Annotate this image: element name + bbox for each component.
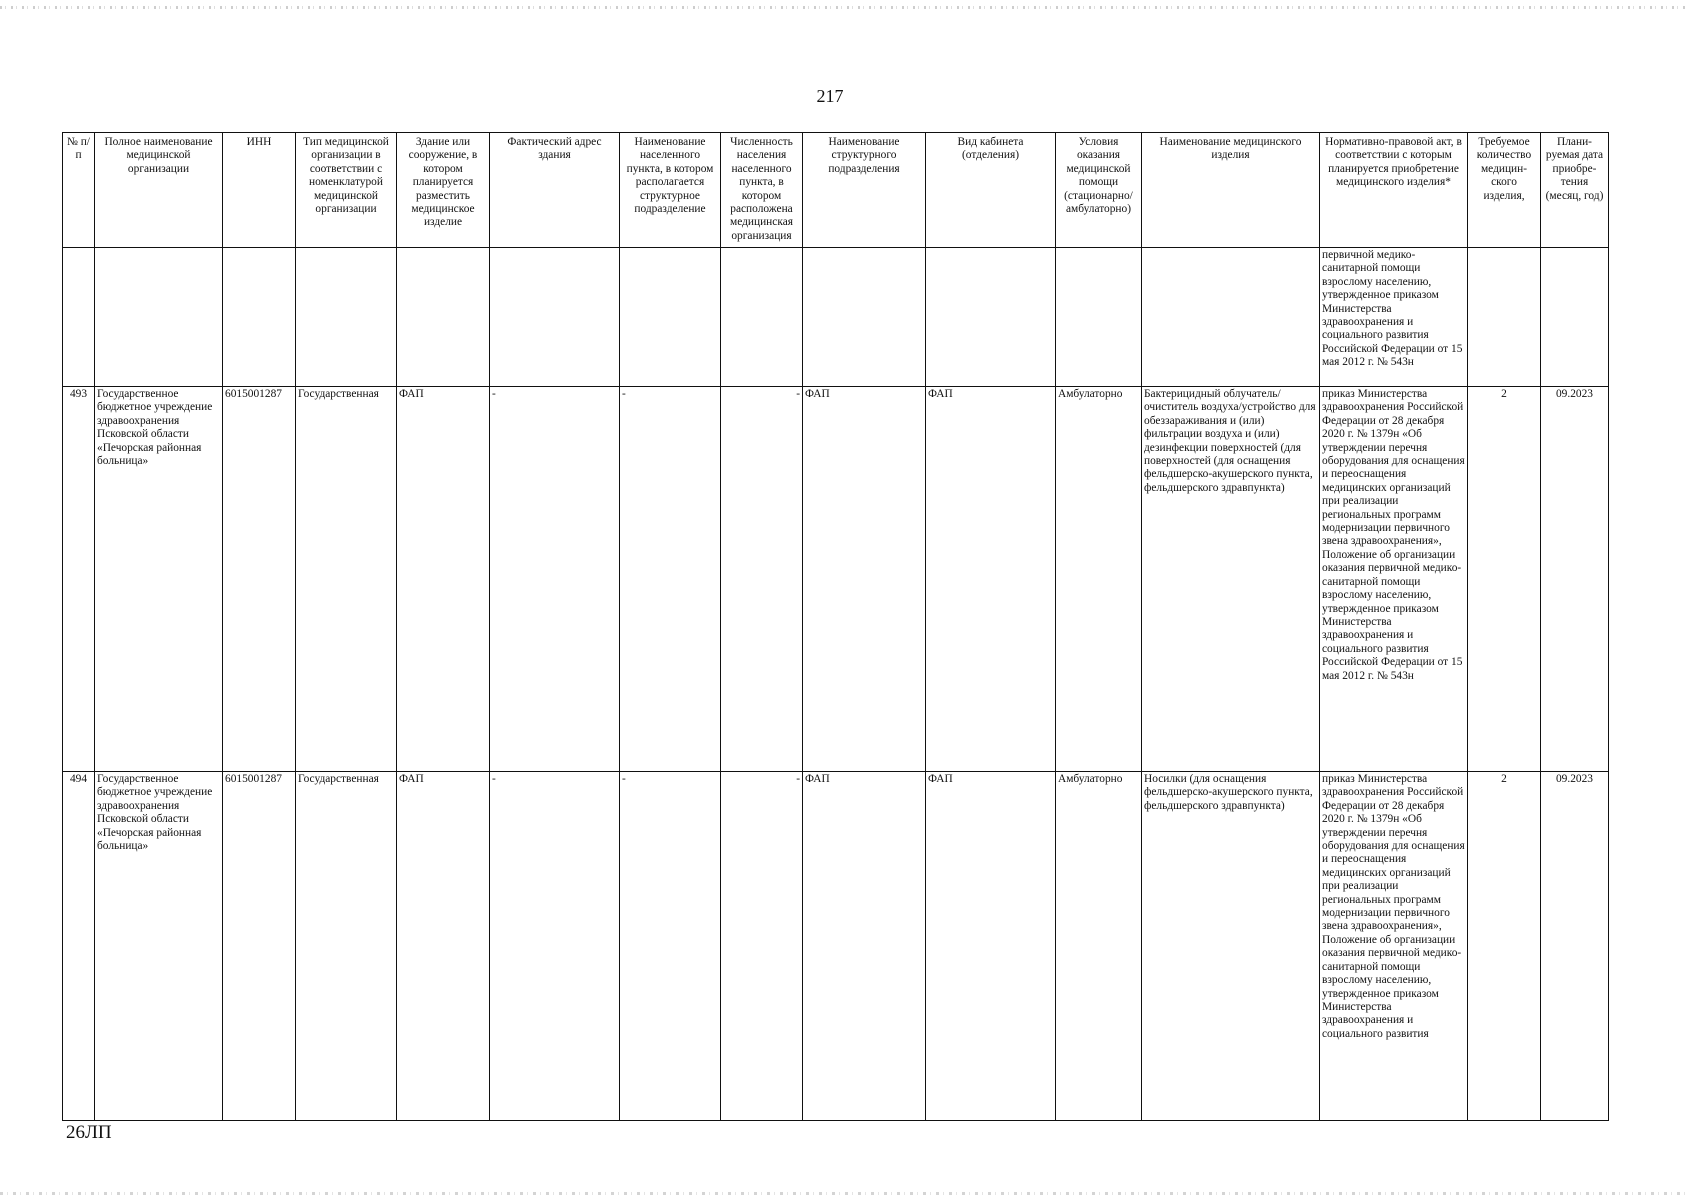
row-settlement: - [620, 387, 721, 772]
header-type: Тип медицинской организации в соответствии с номенклатурой медицинской организации [296, 133, 397, 248]
row-type: Государственная [296, 772, 397, 1121]
row-population: - [721, 772, 803, 1121]
table-cell [721, 248, 803, 387]
header-conditions: Условия оказания медицинской помощи (стационарно/ амбулаторно) [1056, 133, 1142, 248]
table-cell [63, 248, 95, 387]
table-cell [223, 248, 296, 387]
row-building: ФАП [397, 772, 490, 1121]
row-qty: 2 [1468, 772, 1541, 1121]
table-cell [490, 248, 620, 387]
table-cell [1056, 248, 1142, 387]
row-cabinet: ФАП [926, 772, 1056, 1121]
row-population: - [721, 387, 803, 772]
header-inn: ИНН [223, 133, 296, 248]
header-address: Фактический адрес здания [490, 133, 620, 248]
equipment-table [62, 132, 1609, 1121]
header-law: Нормативно-правовой акт, в соответствии с которым планируется приобретение медицинского изделия* [1320, 133, 1468, 248]
table-cell [1541, 248, 1609, 387]
table-row [63, 387, 1609, 772]
row-address: - [490, 387, 620, 772]
row-qty: 2 [1468, 387, 1541, 772]
scan-artifact-bottom [0, 1192, 1686, 1195]
row-law: приказ Министерства здравоохранения Российской Федерации от 28 декабря 2020 г. № 1379н «Об утверждении перечня оборудования для оснащения и переоснащения медицинских организаций при реализации региональных программ модернизации первичного звена здравоохранения», Положение об организации оказания первичной медико-санитарной помощи взрослому населению, утвержденное приказом Министерства здравоохранения и социального развития [1320, 772, 1468, 1121]
header-date: Плани-руемая дата приобре-тения (месяц, год) [1541, 133, 1609, 248]
row-address: - [490, 772, 620, 1121]
row-inn: 6015001287 [223, 772, 296, 1121]
header-cabinet: Вид кабинета (отделения) [926, 133, 1056, 248]
row-num: 493 [63, 387, 95, 772]
scan-artifact-top [0, 6, 1686, 9]
header-unit: Наименование структурного подразделения [803, 133, 926, 248]
table-cell [296, 248, 397, 387]
row-device: Носилки (для оснащения фельдшерско-акушерского пункта, фельдшерского здравпункта) [1142, 772, 1320, 1121]
header-num: № п/п [63, 133, 95, 248]
header-qty: Требуемое количество медицин-ского изделия, [1468, 133, 1541, 248]
table-row [63, 772, 1609, 1121]
row-building: ФАП [397, 387, 490, 772]
header-device: Наименование медицинского изделия [1142, 133, 1320, 248]
table-cell [95, 248, 223, 387]
row-date: 09.2023 [1541, 387, 1609, 772]
header-org: Полное наименование медицинской организации [95, 133, 223, 248]
row-unit: ФАП [803, 772, 926, 1121]
row-type: Государственная [296, 387, 397, 772]
continuation-law-text: первичной медико-санитарной помощи взрослому населению, утвержденное приказом Министерства здравоохранения и социального развития Российской Федерации от 15 мая 2012 г. № 543н [1320, 248, 1468, 387]
table-cell [1468, 248, 1541, 387]
table-header-row [63, 133, 1609, 248]
page-number: 217 [816, 86, 844, 106]
row-unit: ФАП [803, 387, 926, 772]
row-inn: 6015001287 [223, 387, 296, 772]
row-org: Государственное бюджетное учреждение здравоохранения Псковской области «Печорская районная больница» [95, 772, 223, 1121]
table-row-continuation [63, 248, 1609, 387]
table-cell [620, 248, 721, 387]
row-cabinet: ФАП [926, 387, 1056, 772]
row-law: приказ Министерства здравоохранения Российской Федерации от 28 декабря 2020 г. № 1379н «Об утверждении перечня оборудования для оснащения и переоснащения медицинских организаций при реализации региональных программ модернизации первичного звена здравоохранения», Положение об организации оказания первичной медико-санитарной помощи взрослому населению, утвержденное приказом Министерства здравоохранения и социального развития Российской Федерации от 15 мая 2012 г. № 543н [1320, 387, 1468, 772]
row-org: Государственное бюджетное учреждение здравоохранения Псковской области «Печорская районная больница» [95, 387, 223, 772]
footer-code: 26ЛП [66, 1122, 112, 1143]
row-num: 494 [63, 772, 95, 1121]
header-settlement: Наименование населенного пункта, в котором располагается структурное подразделение [620, 133, 721, 248]
table-cell [926, 248, 1056, 387]
row-conditions: Амбулаторно [1056, 772, 1142, 1121]
table-cell [1142, 248, 1320, 387]
row-device: Бактерицидный облучатель/очиститель воздуха/устройство для обеззараживания и (или) фильтрации воздуха и (или) дезинфекции поверхностей (для поверхностей (для оснащения фельдшерско-акушерского пункта, фельдшерского здравпункта) [1142, 387, 1320, 772]
row-date: 09.2023 [1541, 772, 1609, 1121]
header-building: Здание или сооружение, в котором планируется разместить медицинское изделие [397, 133, 490, 248]
table-cell [803, 248, 926, 387]
row-conditions: Амбулаторно [1056, 387, 1142, 772]
header-population: Численность населения населенного пункта, в котором расположена медицинская организация [721, 133, 803, 248]
row-settlement: - [620, 772, 721, 1121]
table-cell [397, 248, 490, 387]
